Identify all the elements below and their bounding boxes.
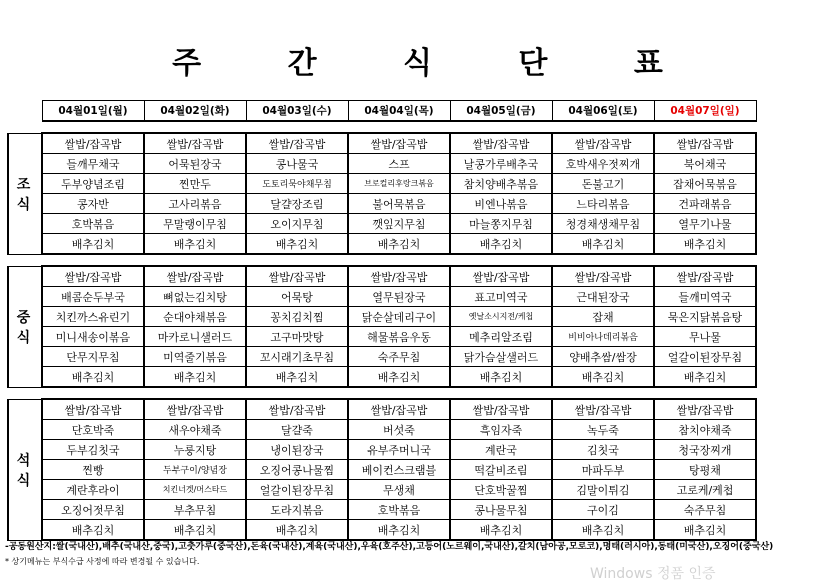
menu-item: 잡채: [552, 307, 654, 327]
change-notice: * 상기메뉴는 부식수급 사정에 따라 변경될 수 있습니다.: [5, 557, 200, 566]
menu-item: 해물볶음우동: [348, 327, 450, 347]
menu-item: 참치야채죽: [654, 420, 756, 440]
menu-item: 쌀밥/잡곡밥: [144, 266, 246, 287]
menu-item: 찐빵: [42, 460, 144, 480]
menu-item: 숙주무침: [348, 347, 450, 367]
table-row: [8, 440, 756, 460]
menu-item: 오징어콩나물찜: [246, 460, 348, 480]
meal-label-lunch: 중식: [8, 266, 42, 387]
activation-watermark: Windows 정품 인증: [590, 566, 716, 582]
menu-item: 미역줄기볶음: [144, 347, 246, 367]
menu-item: 비엔나볶음: [450, 194, 552, 214]
menu-item: 배추김치: [654, 234, 756, 255]
menu-item: 버섯죽: [348, 420, 450, 440]
weekly-menu-table: [7, 100, 757, 541]
menu-item: 찐만두: [144, 174, 246, 194]
menu-item: 배추김치: [450, 234, 552, 255]
menu-item: 쌀밥/잡곡밥: [144, 399, 246, 420]
menu-item: 양배추쌈/쌈장: [552, 347, 654, 367]
menu-item: 배콤순두부국: [42, 287, 144, 307]
menu-item: 열무된장국: [348, 287, 450, 307]
menu-item: 묵은지닭볶음탕: [654, 307, 756, 327]
table-row: [8, 327, 756, 347]
day-header-3: 04월03일(수): [246, 101, 348, 122]
menu-item: 무생채: [348, 480, 450, 500]
menu-item: 쌀밥/잡곡밥: [552, 133, 654, 154]
menu-item: 들깨무채국: [42, 154, 144, 174]
menu-item: 배추김치: [450, 520, 552, 541]
menu-item: 단무지무침: [42, 347, 144, 367]
meal-gap: [8, 121, 756, 133]
menu-item: 쌀밥/잡곡밥: [348, 399, 450, 420]
menu-item: 떡갈비조림: [450, 460, 552, 480]
meal-label-breakfast: 조식: [8, 133, 42, 254]
menu-item: 잡채어묵볶음: [654, 174, 756, 194]
menu-item: 숙주무침: [654, 500, 756, 520]
day-header-row: [8, 101, 756, 122]
menu-item: 새우야채죽: [144, 420, 246, 440]
menu-item: 콩나물무침: [450, 500, 552, 520]
menu-item: 고로케/케첩: [654, 480, 756, 500]
meal-gap: [8, 254, 756, 266]
menu-item: 누룽지탕: [144, 440, 246, 460]
menu-item: 오이지무침: [246, 214, 348, 234]
menu-item: 무말랭이무침: [144, 214, 246, 234]
menu-item: 베이컨스크램블: [348, 460, 450, 480]
menu-item: 북어채국: [654, 154, 756, 174]
page-title: 주 간 식 단 표: [172, 46, 701, 81]
menu-item: 쌀밥/잡곡밥: [450, 133, 552, 154]
menu-item: 오징어젓무침: [42, 500, 144, 520]
menu-item: 두부김칫국: [42, 440, 144, 460]
menu-item: 호박볶음: [42, 214, 144, 234]
table-row: [8, 460, 756, 480]
day-header-2: 04월02일(화): [144, 101, 246, 122]
menu-item: 부추무침: [144, 500, 246, 520]
menu-item: 들깨미역국: [654, 287, 756, 307]
menu-item: 쌀밥/잡곡밥: [654, 266, 756, 287]
menu-item: 꽁치김치찜: [246, 307, 348, 327]
menu-item: 탕평채: [654, 460, 756, 480]
menu-item: 브로컬리후랑크볶음: [348, 174, 450, 194]
menu-item: 배추김치: [654, 367, 756, 388]
menu-item: 쌀밥/잡곡밥: [348, 266, 450, 287]
table-row: [8, 194, 756, 214]
menu-item: 냉이된장국: [246, 440, 348, 460]
menu-item: 옛날소시지전/케첩: [450, 307, 552, 327]
menu-item: 꼬시래기초무침: [246, 347, 348, 367]
day-header-6: 04월06일(토): [552, 101, 654, 122]
menu-item: 구이김: [552, 500, 654, 520]
header-corner: [8, 101, 42, 122]
origin-note: -공동원산지:쌀(국내산),배추(국내산,중국),고춧가루(중국산),돈육(국내산),계육(국내산),우육(호주산),고등어(노르웨이,국내산),갈치(남아공,모로코),명태(러시아),동태(미국산),오징어(중국산): [5, 542, 774, 552]
menu-item: 스프: [348, 154, 450, 174]
menu-item: 콩나물국: [246, 154, 348, 174]
menu-item: 배추김치: [348, 367, 450, 388]
menu-item: 배추김치: [348, 520, 450, 541]
table-row: [8, 214, 756, 234]
menu-item: 배추김치: [246, 520, 348, 541]
menu-item: 불어묵볶음: [348, 194, 450, 214]
menu-item: 날콩가루배추국: [450, 154, 552, 174]
menu-item: 돈불고기: [552, 174, 654, 194]
day-header-7: 04월07일(일): [654, 101, 756, 122]
menu-item: 호박볶음: [348, 500, 450, 520]
menu-item: 어묵탕: [246, 287, 348, 307]
menu-item: 단호박꿀찜: [450, 480, 552, 500]
table-row: [8, 133, 756, 154]
meal-label-dinner: 석식: [8, 399, 42, 540]
menu-item: 무나물: [654, 327, 756, 347]
table-row: [8, 520, 756, 541]
table-row: [8, 287, 756, 307]
menu-item: 달걀장조림: [246, 194, 348, 214]
menu-item: 배추김치: [42, 520, 144, 541]
menu-item: 표고미역국: [450, 287, 552, 307]
table-row: [8, 500, 756, 520]
menu-item: 쌀밥/잡곡밥: [42, 399, 144, 420]
menu-item: 마늘쫑지무침: [450, 214, 552, 234]
menu-item: 청국장찌개: [654, 440, 756, 460]
menu-item: 닭가슴살샐러드: [450, 347, 552, 367]
menu-item: 참치양배추볶음: [450, 174, 552, 194]
menu-item: 계란후라이: [42, 480, 144, 500]
menu-item: 김말이튀김: [552, 480, 654, 500]
menu-item: 배추김치: [246, 234, 348, 255]
menu-item: 미니새송이볶음: [42, 327, 144, 347]
menu-item: 유부주머니국: [348, 440, 450, 460]
menu-item: 쌀밥/잡곡밥: [144, 133, 246, 154]
table-row: [8, 399, 756, 420]
menu-item: 쌀밥/잡곡밥: [450, 266, 552, 287]
menu-item: 닭순살데리구이: [348, 307, 450, 327]
menu-item: 치킨까스유린기: [42, 307, 144, 327]
menu-item: 쌀밥/잡곡밥: [42, 266, 144, 287]
menu-item: 흑임자죽: [450, 420, 552, 440]
table-row: [8, 266, 756, 287]
menu-item: 쌀밥/잡곡밥: [552, 399, 654, 420]
menu-item: 쌀밥/잡곡밥: [246, 399, 348, 420]
menu-item: 배추김치: [42, 367, 144, 388]
menu-item: 김칫국: [552, 440, 654, 460]
menu-item: 두부양념조림: [42, 174, 144, 194]
menu-item: 배추김치: [552, 367, 654, 388]
menu-item: 쌀밥/잡곡밥: [246, 266, 348, 287]
menu-item: 쌀밥/잡곡밥: [654, 133, 756, 154]
menu-item: 쌀밥/잡곡밥: [42, 133, 144, 154]
menu-item: 배추김치: [552, 234, 654, 255]
meal-gap: [8, 387, 756, 399]
menu-item: 어묵된장국: [144, 154, 246, 174]
menu-item: 비비아나데리볶음: [552, 327, 654, 347]
menu-item: 쌀밥/잡곡밥: [348, 133, 450, 154]
table-row: [8, 234, 756, 255]
table-row: [8, 347, 756, 367]
day-header-5: 04월05일(금): [450, 101, 552, 122]
day-header-1: 04월01일(월): [42, 101, 144, 122]
menu-item: 근대된장국: [552, 287, 654, 307]
menu-item: 쌀밥/잡곡밥: [246, 133, 348, 154]
menu-item: 배추김치: [42, 234, 144, 255]
table-row: [8, 420, 756, 440]
menu-item: 쌀밥/잡곡밥: [450, 399, 552, 420]
menu-item: 마카로니샐러드: [144, 327, 246, 347]
menu-item: 청경채생채무침: [552, 214, 654, 234]
table-row: [8, 154, 756, 174]
menu-item: 단호박죽: [42, 420, 144, 440]
menu-item: 마파두부: [552, 460, 654, 480]
menu-item: 배추김치: [246, 367, 348, 388]
table-row: [8, 174, 756, 194]
menu-item: 고구마맛탕: [246, 327, 348, 347]
menu-item: 두부구이/양념장: [144, 460, 246, 480]
menu-item: 계란국: [450, 440, 552, 460]
menu-item: 치킨너겟/머스타드: [144, 480, 246, 500]
menu-item: 달걀죽: [246, 420, 348, 440]
menu-body: [8, 121, 756, 540]
menu-item: 배추김치: [654, 520, 756, 541]
menu-item: 얼갈이된장무침: [654, 347, 756, 367]
menu-item: 깻잎지무침: [348, 214, 450, 234]
menu-item: 쌀밥/잡곡밥: [654, 399, 756, 420]
menu-item: 뼈없는김치탕: [144, 287, 246, 307]
menu-item: 메추리알조림: [450, 327, 552, 347]
menu-item: 녹두죽: [552, 420, 654, 440]
menu-item: 배추김치: [144, 520, 246, 541]
menu-item: 열무기나물: [654, 214, 756, 234]
menu-item: 콩자반: [42, 194, 144, 214]
menu-item: 배추김치: [552, 520, 654, 541]
table-row: [8, 367, 756, 388]
menu-item: 도라지볶음: [246, 500, 348, 520]
menu-item: 얼갈이된장무침: [246, 480, 348, 500]
menu-item: 배추김치: [348, 234, 450, 255]
menu-item: 고사리볶음: [144, 194, 246, 214]
table-row: [8, 480, 756, 500]
menu-item: 순대야채볶음: [144, 307, 246, 327]
menu-item: 느타리볶음: [552, 194, 654, 214]
table-row: [8, 307, 756, 327]
menu-item: 배추김치: [144, 367, 246, 388]
menu-item: 건파래볶음: [654, 194, 756, 214]
menu-item: 배추김치: [144, 234, 246, 255]
menu-item: 도토리묵야채무침: [246, 174, 348, 194]
day-header-4: 04월04일(목): [348, 101, 450, 122]
menu-item: 쌀밥/잡곡밥: [552, 266, 654, 287]
menu-item: 배추김치: [450, 367, 552, 388]
menu-item: 호박새우젓찌개: [552, 154, 654, 174]
